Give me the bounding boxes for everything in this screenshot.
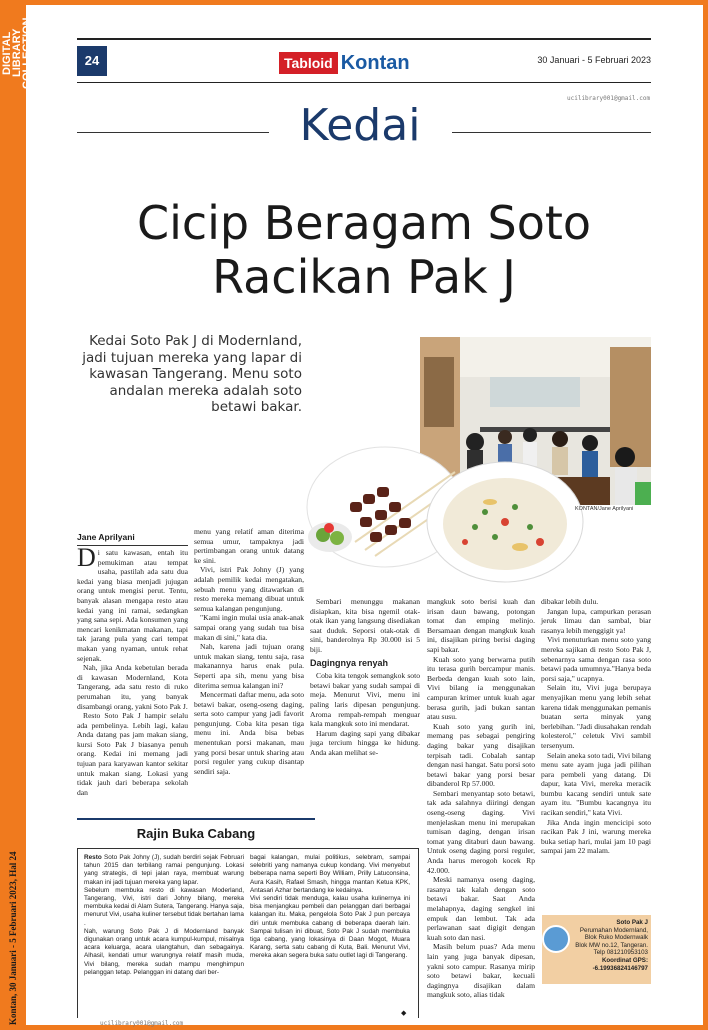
paragraph: Sembari menunggu makanan disiapkan, kita bisa ngemil otak-otak ikan yang langsung disediakan saat duduk. Seporsi otak-otak di sini, banderolnya Rp 30.000 isi 5 biji.: [310, 597, 420, 654]
paragraph: Vivi sendiri tidak menduga, kalau usaha kulinernya ini bisa menjangkau pembeli dan pelanggan dari berbagai kalangan itu. Maka, pengelola Soto Pak J pun percaya diri untuk membuka cabang di beberapa daerah lain. Sampai tulisan ini dibuat, Soto Pak J sudah membuka tiga cabang, yang lokasinya di Daan Mogot, Muara Karang, serta satu cabang di Kuta, Bali. Menurut Vivi, mereka akan segera buka satu outlet lagi di Tangerang.: [250, 895, 410, 960]
paragraph: Sebelum membuka resto di kawasan Moderland, Tangerang, Vivi, istri dari Johny bilang, mereka membuka kedai di Alam Sutera, Tangerang. Hanya saja, menurut Vivi, usaha kuliner tersebut tidak bertahan lama .: [84, 886, 244, 927]
contact-text: [572, 919, 648, 972]
article-column-3: [310, 597, 420, 758]
paragraph: bagai kalangan, mulai politikus, selebram, sampai selebriti yang namanya cukup kondang. Vivi menyebut beberapa nama seperti Boy William, Prilly Latuconsina, Aura Kasih, Rafael Smash, hingga mantan Ketua KPK, Antasari Azhar bertandang ke kedainya.: [250, 854, 410, 894]
sidebar-box-column-2: [250, 854, 410, 961]
photo-credit: KONTAN/Jane Aprilyani: [575, 506, 634, 512]
tabloid-kontan-logo: [279, 51, 410, 75]
logo-tabloid-text: Tabloid: [279, 52, 338, 74]
sidebar-box: [77, 848, 419, 1018]
article-column-4: [427, 597, 535, 1000]
logo-kontan-text: Kontan: [340, 52, 410, 74]
watermark-top: ucilibrary001@gmail.com: [567, 95, 651, 102]
globe-icon: [542, 925, 570, 953]
paragraph: Meski namanya oseng daging, rasanya tak kalah dengan soto betawi bakar. Saat Anda melahapnya, daging sengkel ini empuk dan lembut. Tak ada perlawanan saat digigit dengan kuah soto dan nasi.: [427, 875, 535, 942]
paragraph: Vivi menuturkan menu soto yang mereka sajikan di resto Soto Pak J, sebenarnya sama dengan rasa soto betawi pada umumnya."Hanya beda porsi saja," ucapnya.: [541, 635, 651, 683]
paragraph: menu yang relatif aman diterima semua umur, tampaknya jadi pertimbangan orang untuk datang ke sini.: [194, 527, 304, 565]
byline: Jane Aprilyani: [77, 532, 188, 546]
source-caption: Kontan, 30 Januari - 5 Februari 2023, Hal 24: [8, 851, 18, 1025]
rubric-title: Kedai: [299, 100, 421, 151]
paragraph: Mencermati daftar menu, ada soto betawi bakar, oseng-oseng daging, serta soto campur yang jadi favorit pengunjung. Coba kita pesan tiga menu ini. Anda bisa bebas menentukan porsi makanan, mau yang porsi besar untuk sharing atau porsi reguler yang cukup disantap sendiri saja.: [194, 690, 304, 776]
issue-date: 30 Januari - 5 Februari 2023: [537, 55, 651, 65]
paragraph: i satu kawasan, entah itu pemukiman atau tempat usaha, pastilah ada satu dua kedai yang biasa menjadi jujugan orang untuk mengisi perut. Tentu, banyak alasan mengapa resto atau kedai yang ini ramai, sedangkan yang sana sepi. Ada konsumen yang mencari kenikmatan makanan, tapi tak jarang pula yang cari tempat makan yang nyaman, untuk rehat sejenak.: [77, 548, 188, 663]
headline: [77, 196, 651, 304]
article-column-5: [541, 597, 651, 856]
paragraph: Nah, warung Soto Pak J di Modernland banyak digunakan orang untuk acara kumpul-kumpul, misalnya acara keluarga, acara ulangtahun, dan sebagainya. Alhasil, kendati umur warungnya relatif masih muda, Vivi bilang, mereka sudah mampu menghimpun pelanggan tetap. Pelanggan ini datang dari ber-: [84, 927, 244, 976]
article-column-2: [194, 527, 304, 776]
page-number: 24: [77, 46, 107, 76]
contact-gps-label: Koordinat GPS:: [601, 956, 648, 964]
paragraph: Selain aneka soto tadi, Vivi bilang menu sate ayam juga jadi pilihan para pembeli yang datang. Di dapur, kata Vivi, mereka meracik bumbu kacang sendiri untuk sate ayam itu. "Bumbu kacangnya itu racikan sendiri," kata Vivi.: [541, 750, 652, 818]
paragraph: dibakar lebih dulu.: [541, 597, 599, 606]
paragraph: Harum daging sapi yang dibakar juga tercium hingga ke hidung. Anda akan melihat se-: [310, 728, 420, 757]
paragraph: Kuah soto yang gurih ini, memang pas sebagai pengiring daging bakar yang disajikan terpisah tadi. Cobalah santap dengan nasi hangat. Satu porsi soto betawi bakar yang porsi besar dibanderol Rp 57.000.: [427, 721, 535, 789]
contact-gps: -6.19936824146797: [592, 964, 648, 972]
contact-name: Soto Pak J: [616, 919, 648, 926]
contact-address: Perumahan Modernland, Blok Ruko Modernwalk Blok MW no.12, Tangeran.: [575, 926, 648, 949]
paragraph: Vivi, istri Pak Johny (J) yang adalah pemilik kedai mengatakan, sebuah menu yang ditawarkan di resto mereka memang dibuat untuk semua kalangan pengunjung.: [194, 565, 304, 613]
sidebar-box-column-1: [84, 854, 244, 977]
headline-line-1: Cicip Beragam Soto: [136, 196, 592, 250]
paragraph: Sembari menyantap soto betawi, tak ada salahnya diiringi dengan oseng-oseng daging. Vivi menjelaskan menu ini merupakan tumisan daging, dengan irisan tomat yang ditaburi daun bawang. Untuk oseng daging porsi reguler, Anda harus merogoh kocek Rp 42.000.: [427, 788, 535, 875]
paragraph: Coba kita tengok semangkok soto betawi bakar yang sudah sampai di meja. Menurut Vivi, menu ini paling laris dipesan pengunjung. Aroma rempah-rempah menguar kala mangkuk soto ini mendarat.: [310, 671, 420, 729]
contact-phone: Telp 081210953103: [593, 949, 648, 957]
headline-line-2: Racikan Pak J: [212, 250, 516, 304]
sidebar-lead-word: Resto: [84, 854, 102, 861]
rubric-rule-left: [77, 132, 269, 133]
paragraph: Masih belum puas? Ada menu lain yang juga banyak dipesan, yakni soto campur. Rasanya mirip soto betawi bakar, kecuali dagingnya disajikan dalam mangkuk soto, alias tidak: [427, 942, 535, 1000]
side-tab: [0, 0, 33, 1030]
soto-food-photo: [305, 432, 585, 592]
paragraph: Soto Pak Johny (J), sudah berdiri sejak Februari tahun 2015 dan terbilang ramai pengunjung. Lokasi yang strategis, di tepi jalan raya, membuat warung makan ini jadi tujuan mereka yang lapar.: [84, 854, 244, 886]
paragraph: Resto Soto Pak J hampir selalu ada pembelinya. Lebih lagi, kalau Anda datang pas jam makan siang, kursi Soto Pak J biasanya penuh orang. Kedai ini memang jadi tujuan para karyawan kantor sekitar untuk makan siang. Lokasi yang tidak jauh dari beberapa sekolah dan: [77, 711, 188, 797]
end-mark-icon: ◆: [401, 1009, 407, 1017]
paragraph: Nah, karena jadi tujuan orang untuk makan siang, tentu saja, rasa makanannya harus enak pula. Seperti apa sih, menu yang bisa diterima semua kalangan ini?: [194, 642, 304, 690]
digital-library-logo: DIGITAL LIBRARY COLLECTION: [1, 17, 33, 89]
article-column-1: [77, 543, 188, 797]
watermark-bottom: ucilibrary001@gmail.com: [100, 1020, 184, 1027]
lead-paragraph: Kedai Soto Pak J di Modernland, jadi tujuan mereka yang lapar di kawasan Tangerang. Menu soto andalan mereka adalah soto betawi bakar.: [82, 333, 302, 415]
page-header: [77, 38, 651, 83]
sidebar-box-title: Rajin Buka Cabang: [77, 818, 315, 841]
subheading: Dagingnya renyah: [310, 657, 389, 668]
paragraph: Selain itu, Vivi juga berupaya menyajikan menu yang lebih sehat karena tidak menggunakan pemanis buatan serta minyak yang berlebihan. "Jadi diusahakan rendah kolesterol," celetuk Vivi sambil tersenyum.: [541, 683, 651, 750]
paragraph: Jangan lupa, campurkan perasan jeruk limau dan sambal, biar rasanya lebih menggigit ya!: [541, 606, 651, 635]
contact-info-box: [542, 915, 651, 984]
paragraph: Jika Anda ingin mencicipi soto racikan Pak J ini, warung mereka buka setiap hari, mulai jam 10 pagi sampai jam 22 malam.: [541, 817, 651, 856]
paragraph: "Kami ingin mulai usia anak-anak sampai orang yang sudah tua bisa makan di sini," kata dia.: [194, 613, 304, 642]
drop-cap: D: [77, 543, 96, 572]
paragraph: mangkuk soto berisi kuah dan irisan daun bawang, potongan tomat dan emping melinjo. Bersamaan dengan mangkuk kuah ini, disajikan piring berisi daging sapi bakar.: [427, 597, 535, 654]
rubric-rule-right: [452, 132, 651, 133]
paragraph: Kuah soto yang berwarna putih itu terasa gurih bercampur manis. Berbeda dengan kuah soto lain, Vivi bilang ia menggunakan campuran krimer untuk kuah agar berasa gurih, jadi bukan santan atau susu.: [427, 654, 535, 722]
paragraph: Nah, jika Anda kebetulan berada di kawasan Modernland, Kota Tangerang, ada satu resto di ruko perumahan itu, yang banyak disambangi orang, yakni Soto Pak J.: [77, 663, 188, 711]
